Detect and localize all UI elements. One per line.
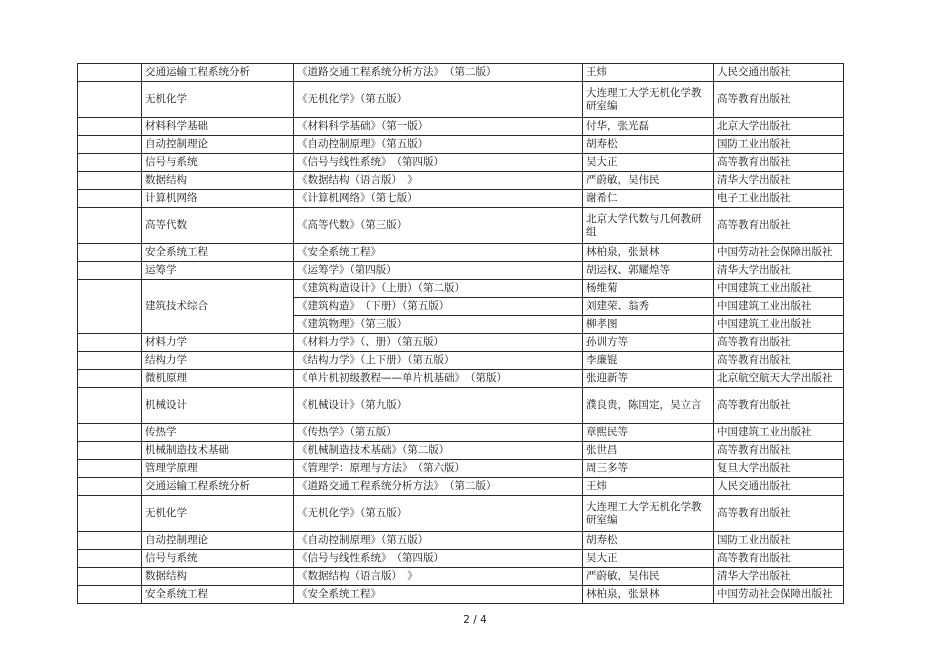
blank-cell: [78, 460, 142, 478]
blank-cell: [78, 352, 142, 370]
book-title-cell: 《自动控制原理》（第五版）: [294, 532, 583, 550]
blank-cell: [78, 208, 142, 244]
publisher-cell: 中国劳动社会保障出版社: [714, 586, 844, 604]
publisher-cell: 中国建筑工业出版社: [714, 298, 844, 316]
course-cell: 结构力学: [142, 352, 294, 370]
author-cell: 胡运权、郭耀煌等: [583, 262, 714, 280]
author-cell: 吴大正: [583, 550, 714, 568]
table-row: [78, 478, 844, 496]
book-title-cell: 《信号与线性系统》 （第四版）: [294, 550, 583, 568]
author-cell: 严蔚敏，吴伟民: [583, 172, 714, 190]
publisher-cell: 高等教育出版社: [714, 388, 844, 424]
course-cell: 建筑技术综合: [142, 280, 294, 334]
blank-cell: [78, 496, 142, 532]
author-cell: 谢希仁: [583, 190, 714, 208]
author-cell: 付华，张光磊: [583, 118, 714, 136]
blank-cell: [78, 244, 142, 262]
blank-cell: [78, 118, 142, 136]
book-title-cell: 《安全系统工程》: [294, 586, 583, 604]
book-title-cell: 《自动控制原理》（第五版）: [294, 136, 583, 154]
author-cell: 张世昌: [583, 442, 714, 460]
blank-cell: [78, 64, 142, 82]
author-cell: 李廉锟: [583, 352, 714, 370]
table-row: [78, 424, 844, 442]
table-row: [78, 136, 844, 154]
blank-cell: [78, 424, 142, 442]
author-cell: 严蔚敏，吴伟民: [583, 568, 714, 586]
book-title-cell: 《数据结构（语言版） 》: [294, 172, 583, 190]
table-row: [78, 586, 844, 604]
book-title-cell: 《信号与线性系统》 （第四版）: [294, 154, 583, 172]
author-cell: 胡寿松: [583, 532, 714, 550]
course-cell: 微机原理: [142, 370, 294, 388]
course-cell: 管理学原理: [142, 460, 294, 478]
blank-cell: [78, 568, 142, 586]
table-row: [78, 352, 844, 370]
book-title-cell: 《安全系统工程》: [294, 244, 583, 262]
table-row: [78, 334, 844, 352]
table-row: [78, 550, 844, 568]
publisher-cell: 中国建筑工业出版社: [714, 424, 844, 442]
book-title-cell: 《运筹学》（第四版）: [294, 262, 583, 280]
blank-cell: [78, 478, 142, 496]
publisher-cell: 中国劳动社会保障出版社: [714, 244, 844, 262]
course-cell: 机械制造技术基础: [142, 442, 294, 460]
publisher-cell: 国防工业出版社: [714, 136, 844, 154]
book-title-cell: 《道路交通工程系统分析方法》 （第二版）: [294, 64, 583, 82]
book-title-cell: 《道路交通工程系统分析方法》 （第二版）: [294, 478, 583, 496]
publisher-cell: 高等教育出版社: [714, 442, 844, 460]
table-row: [78, 118, 844, 136]
table-row: [78, 82, 844, 118]
course-cell: 材料科学基础: [142, 118, 294, 136]
publisher-cell: 清华大学出版社: [714, 172, 844, 190]
author-cell: 章熙民等: [583, 424, 714, 442]
publisher-cell: 清华大学出版社: [714, 262, 844, 280]
course-cell: 材料力学: [142, 334, 294, 352]
blank-cell: [78, 334, 142, 352]
blank-cell: [78, 82, 142, 118]
publisher-cell: 高等教育出版社: [714, 82, 844, 118]
table-body: [78, 64, 844, 604]
blank-cell: [78, 136, 142, 154]
book-title-cell: 《数据结构（语言版） 》: [294, 568, 583, 586]
publisher-cell: 北京大学出版社: [714, 118, 844, 136]
course-cell: 高等代数: [142, 208, 294, 244]
blank-cell: [78, 154, 142, 172]
author-cell: 胡寿松: [583, 136, 714, 154]
publisher-cell: 高等教育出版社: [714, 208, 844, 244]
book-title-cell: 《计算机网络》（第七版）: [294, 190, 583, 208]
author-cell: 大连理工大学无机化学教研室编: [583, 496, 714, 532]
table-row: [78, 154, 844, 172]
course-cell: 自动控制理论: [142, 532, 294, 550]
blank-cell: [78, 550, 142, 568]
course-cell: 运筹学: [142, 262, 294, 280]
publisher-cell: 人民交通出版社: [714, 478, 844, 496]
course-cell: 交通运输工程系统分析: [142, 478, 294, 496]
book-title-cell: 《传热学》（第五版）: [294, 424, 583, 442]
course-cell: 安全系统工程: [142, 244, 294, 262]
book-title-cell: 《管理学：原理与方法》 （第六版）: [294, 460, 583, 478]
author-cell: 吴大正: [583, 154, 714, 172]
author-cell: 杨维菊: [583, 280, 714, 298]
publisher-cell: 高等教育出版社: [714, 352, 844, 370]
course-cell: 计算机网络: [142, 190, 294, 208]
table-row: [78, 172, 844, 190]
author-cell: 林柏泉，张景林: [583, 586, 714, 604]
publisher-cell: 北京航空航天大学出版社: [714, 370, 844, 388]
table-row: [78, 280, 844, 298]
course-cell: 传热学: [142, 424, 294, 442]
blank-cell: [78, 388, 142, 424]
author-cell: 张迎新等: [583, 370, 714, 388]
table-row: [78, 388, 844, 424]
blank-cell: [78, 586, 142, 604]
textbook-table: [77, 63, 844, 604]
book-title-cell: 《结构力学》（上下册）（第五版）: [294, 352, 583, 370]
publisher-cell: 高等教育出版社: [714, 154, 844, 172]
book-title-cell: 《材料力学》（、册）（第五版）: [294, 334, 583, 352]
publisher-cell: 复旦大学出版社: [714, 460, 844, 478]
course-cell: 无机化学: [142, 496, 294, 532]
course-cell: 无机化学: [142, 82, 294, 118]
publisher-cell: 高等教育出版社: [714, 334, 844, 352]
page-number: 2 / 4: [463, 614, 487, 626]
book-title-cell: 《高等代数》（第三版）: [294, 208, 583, 244]
publisher-cell: 中国建筑工业出版社: [714, 316, 844, 334]
book-title-cell: 《材料科学基础》（第一版）: [294, 118, 583, 136]
book-title-cell: 《无机化学》（第五版）: [294, 496, 583, 532]
book-title-cell: 《机械制造技术基础》（第二版）: [294, 442, 583, 460]
blank-cell: [78, 370, 142, 388]
publisher-cell: 中国建筑工业出版社: [714, 280, 844, 298]
publisher-cell: 人民交通出版社: [714, 64, 844, 82]
table-row: [78, 262, 844, 280]
publisher-cell: 高等教育出版社: [714, 550, 844, 568]
publisher-cell: 清华大学出版社: [714, 568, 844, 586]
course-cell: 自动控制理论: [142, 136, 294, 154]
publisher-cell: 高等教育出版社: [714, 496, 844, 532]
author-cell: 王炜: [583, 64, 714, 82]
course-cell: 交通运输工程系统分析: [142, 64, 294, 82]
book-title-cell: 《建筑构造》 （下册）（第五版）: [294, 298, 583, 316]
blank-cell: [78, 190, 142, 208]
blank-cell: [78, 172, 142, 190]
course-cell: 信号与系统: [142, 154, 294, 172]
author-cell: 王炜: [583, 478, 714, 496]
book-title-cell: 《单片机初级教程——单片机基础》 （第版）: [294, 370, 583, 388]
blank-cell: [78, 280, 142, 334]
table-row: [78, 568, 844, 586]
table-row: [78, 190, 844, 208]
table-row: [78, 442, 844, 460]
course-cell: 数据结构: [142, 568, 294, 586]
author-cell: 林柏泉，张景林: [583, 244, 714, 262]
author-cell: 孙训方等: [583, 334, 714, 352]
book-title-cell: 《建筑构造设计》（上册）（第二版）: [294, 280, 583, 298]
table-row: [78, 496, 844, 532]
table-row: [78, 370, 844, 388]
course-cell: 信号与系统: [142, 550, 294, 568]
table-row: [78, 208, 844, 244]
table-row: [78, 244, 844, 262]
table-row: [78, 64, 844, 82]
author-cell: 北京大学代数与几何教研组: [583, 208, 714, 244]
publisher-cell: 国防工业出版社: [714, 532, 844, 550]
publisher-cell: 电子工业出版社: [714, 190, 844, 208]
author-cell: 大连理工大学无机化学教研室编: [583, 82, 714, 118]
author-cell: 柳孝图: [583, 316, 714, 334]
table-row: [78, 532, 844, 550]
book-title-cell: 《机械设计》（第九版）: [294, 388, 583, 424]
course-cell: 机械设计: [142, 388, 294, 424]
book-title-cell: 《建筑物理》（第三版）: [294, 316, 583, 334]
book-title-cell: 《无机化学》（第五版）: [294, 82, 583, 118]
course-cell: 安全系统工程: [142, 586, 294, 604]
blank-cell: [78, 532, 142, 550]
course-cell: 数据结构: [142, 172, 294, 190]
blank-cell: [78, 442, 142, 460]
author-cell: 周三多等: [583, 460, 714, 478]
table-row: [78, 460, 844, 478]
blank-cell: [78, 262, 142, 280]
author-cell: 濮良贵，陈国定，吴立言: [583, 388, 714, 424]
author-cell: 刘建荣、翁秀: [583, 298, 714, 316]
